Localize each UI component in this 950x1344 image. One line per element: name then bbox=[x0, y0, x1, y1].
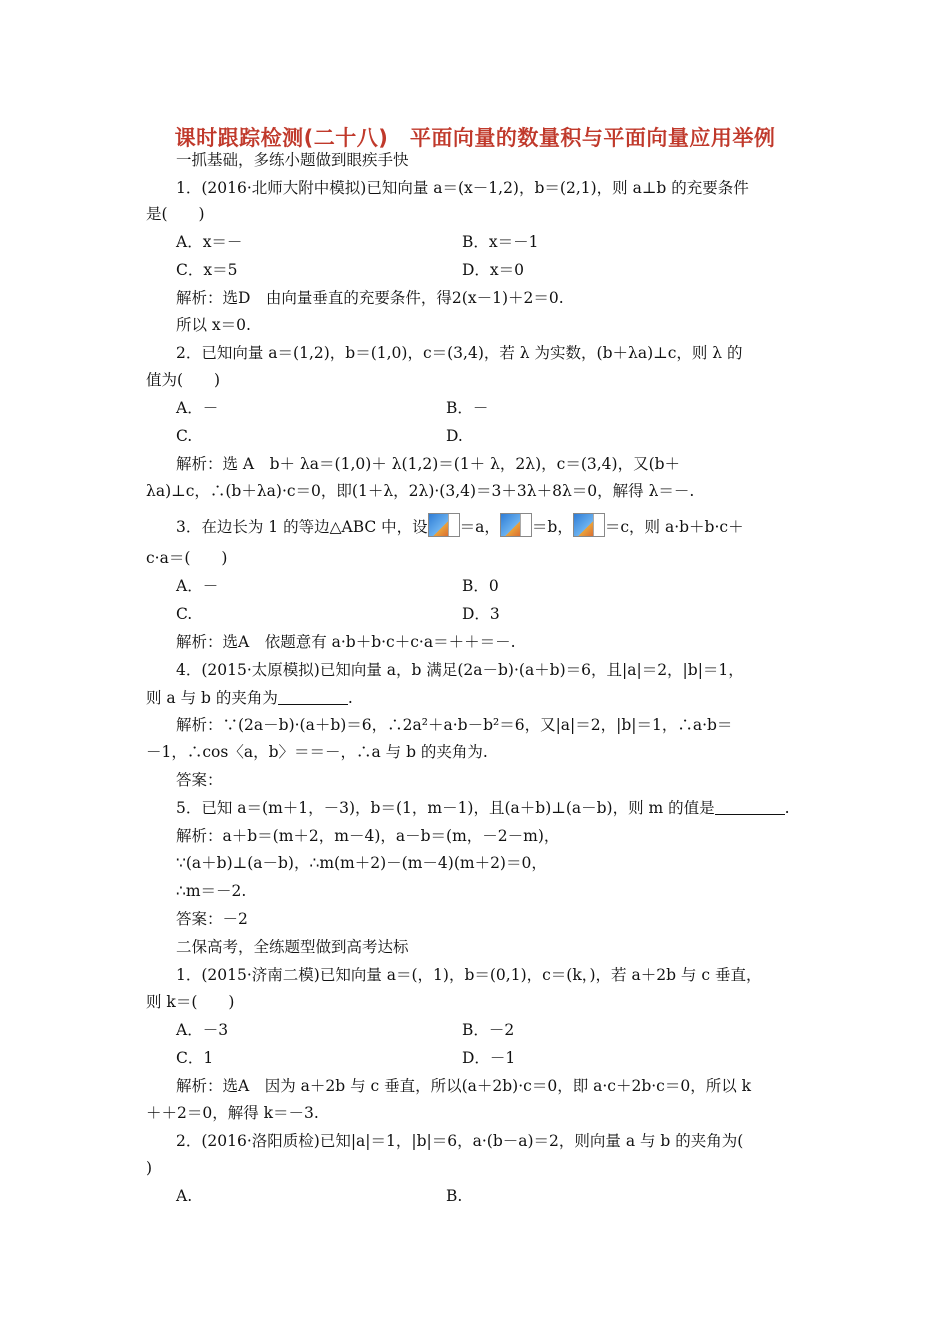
q4-stem-text: 则 a 与 b 的夹角为 bbox=[146, 689, 278, 707]
q1-solution-line1: 解析：选D 由向量垂直的充要条件，得2(x－1)＋2＝0. bbox=[176, 289, 564, 307]
p2-stem-line1: 2．(2016·洛阳质检)已知|a|＝1，|b|＝6，a·(b－a)＝2，则向量 a 与 b 的夹角为( bbox=[176, 1132, 744, 1150]
q1-solution-line2: 所以 x＝0. bbox=[176, 316, 251, 334]
q3-stem-part2: ＝a， bbox=[459, 518, 500, 536]
q4-stem-end: . bbox=[347, 689, 353, 707]
p2-stem-line2: ) bbox=[146, 1159, 153, 1177]
p1-option-b: B．－2 bbox=[462, 1021, 515, 1039]
q4-solution-line2: －1，∴cos〈a，b〉＝＝－，∴a 与 b 的夹角为. bbox=[146, 743, 488, 761]
p2-option-b: B. bbox=[446, 1187, 463, 1205]
p1-option-a: A．－3 bbox=[176, 1021, 229, 1039]
q3-option-c: C. bbox=[176, 605, 193, 623]
q1-stem-line2: 是( ) bbox=[146, 205, 205, 223]
q1-stem-line1: 1．(2016·北师大附中模拟)已知向量 a＝(x－1,2)，b＝(2,1)，则 a⊥b 的充要条件 bbox=[176, 179, 749, 197]
vector-ab-image-icon bbox=[428, 513, 460, 537]
q1-option-a: A．x＝－ bbox=[176, 233, 243, 251]
q5-stem-end: . bbox=[784, 799, 790, 817]
q2-solution-line2: λa)⊥c，∴(b＋λa)·c＝0，即(1＋λ，2λ)·(3,4)＝3＋3λ＋8λ＝0，解得 λ＝－. bbox=[146, 482, 695, 500]
q5-answer: 答案：－2 bbox=[176, 910, 248, 928]
p1-solution-line2: ＋＋2＝0，解得 k＝－3. bbox=[146, 1104, 319, 1122]
q1-option-c: C．x＝5 bbox=[176, 261, 238, 279]
q1-option-b: B．x＝－1 bbox=[462, 233, 539, 251]
p1-solution-line1: 解析：选A 因为 a＋2b 与 c 垂直，所以(a＋2b)·c＝0，即 a·c＋2b·c＝0，所以 k bbox=[176, 1077, 752, 1095]
section-heading-1: 一抓基础，多练小题做到眼疾手快 bbox=[176, 151, 409, 169]
q3-option-d: D．3 bbox=[462, 605, 500, 623]
q2-stem-line1: 2．已知向量 a＝(1,2)，b＝(1,0)，c＝(3,4)，若 λ 为实数，(b＋λa)⊥c，则 λ 的 bbox=[176, 344, 743, 362]
p1-option-c: C．1 bbox=[176, 1049, 214, 1067]
q4-solution-line1: 解析：∵(2a－b)·(a＋b)＝6，∴2a²＋a·b－b²＝6，又|a|＝2，|b|＝1，∴a·b＝ bbox=[176, 716, 733, 734]
q4-answer-blank bbox=[278, 690, 348, 705]
q3-solution-line1: 解析：选A 依题意有 a·b＋b·c＋c·a＝＋＋＝－. bbox=[176, 633, 516, 651]
q3-stem-part4: ＝c，则 a·b＋b·c＋ bbox=[604, 518, 744, 536]
page-title: 课时跟踪检测(二十八) 平面向量的数量积与平面向量应用举例 bbox=[174, 126, 776, 150]
q5-solution-line3: ∴m＝－2. bbox=[176, 882, 247, 900]
vector-bc-image-icon bbox=[500, 513, 532, 537]
q4-answer: 答案： bbox=[176, 771, 223, 789]
q4-stem-line1: 4．(2015·太原模拟)已知向量 a，b 满足(2a－b)·(a＋b)＝6，且|a|＝2，|b|＝1， bbox=[176, 661, 744, 679]
q2-option-d: D. bbox=[446, 427, 463, 445]
q2-solution-line1: 解析：选 A b＋ λa＝(1,0)＋ λ(1,2)＝(1＋ λ，2λ)，c＝(3,4)，又(b＋ bbox=[176, 455, 681, 473]
q2-option-b: B．－ bbox=[446, 399, 489, 417]
q5-stem-line1 bbox=[176, 798, 790, 818]
q4-stem-line2 bbox=[146, 688, 353, 708]
vector-ca-image-icon bbox=[573, 513, 605, 537]
section-heading-2: 二保高考，全练题型做到高考达标 bbox=[176, 938, 409, 956]
q3-option-a: A．－ bbox=[176, 577, 219, 595]
p1-option-d: D．－1 bbox=[462, 1049, 516, 1067]
q2-option-c: C. bbox=[176, 427, 193, 445]
q5-answer-blank bbox=[715, 800, 785, 815]
q5-solution-line2: ∵(a＋b)⊥(a－b)，∴m(m＋2)－(m－4)(m＋2)＝0， bbox=[176, 854, 547, 872]
p1-stem-line2: 则 k＝( ) bbox=[146, 993, 235, 1011]
q3-stem-line1 bbox=[176, 513, 744, 537]
q5-solution-line1: 解析：a＋b＝(m＋2，m－4)，a－b＝(m，－2－m)， bbox=[176, 827, 560, 845]
q3-stem-line2: c·a＝( ) bbox=[146, 549, 228, 567]
q3-option-b: B．0 bbox=[462, 577, 499, 595]
q3-stem-part1: 3．在边长为 1 的等边△ABC 中，设 bbox=[176, 518, 428, 536]
q5-stem-text: 5．已知 a＝(m＋1，－3)，b＝(1，m－1)，且(a＋b)⊥(a－b)，则 m 的值是 bbox=[176, 799, 715, 817]
q2-stem-line2: 值为( ) bbox=[146, 371, 221, 389]
p1-stem-line1: 1．(2015·济南二模)已知向量 a＝(，1)，b＝(0,1)，c＝(k，)，若 a＋2b 与 c 垂直， bbox=[176, 966, 762, 984]
q3-stem-part3: ＝b， bbox=[531, 518, 573, 536]
q2-option-a: A．－ bbox=[176, 399, 219, 417]
q1-option-d: D．x＝0 bbox=[462, 261, 525, 279]
p2-option-a: A. bbox=[176, 1187, 193, 1205]
